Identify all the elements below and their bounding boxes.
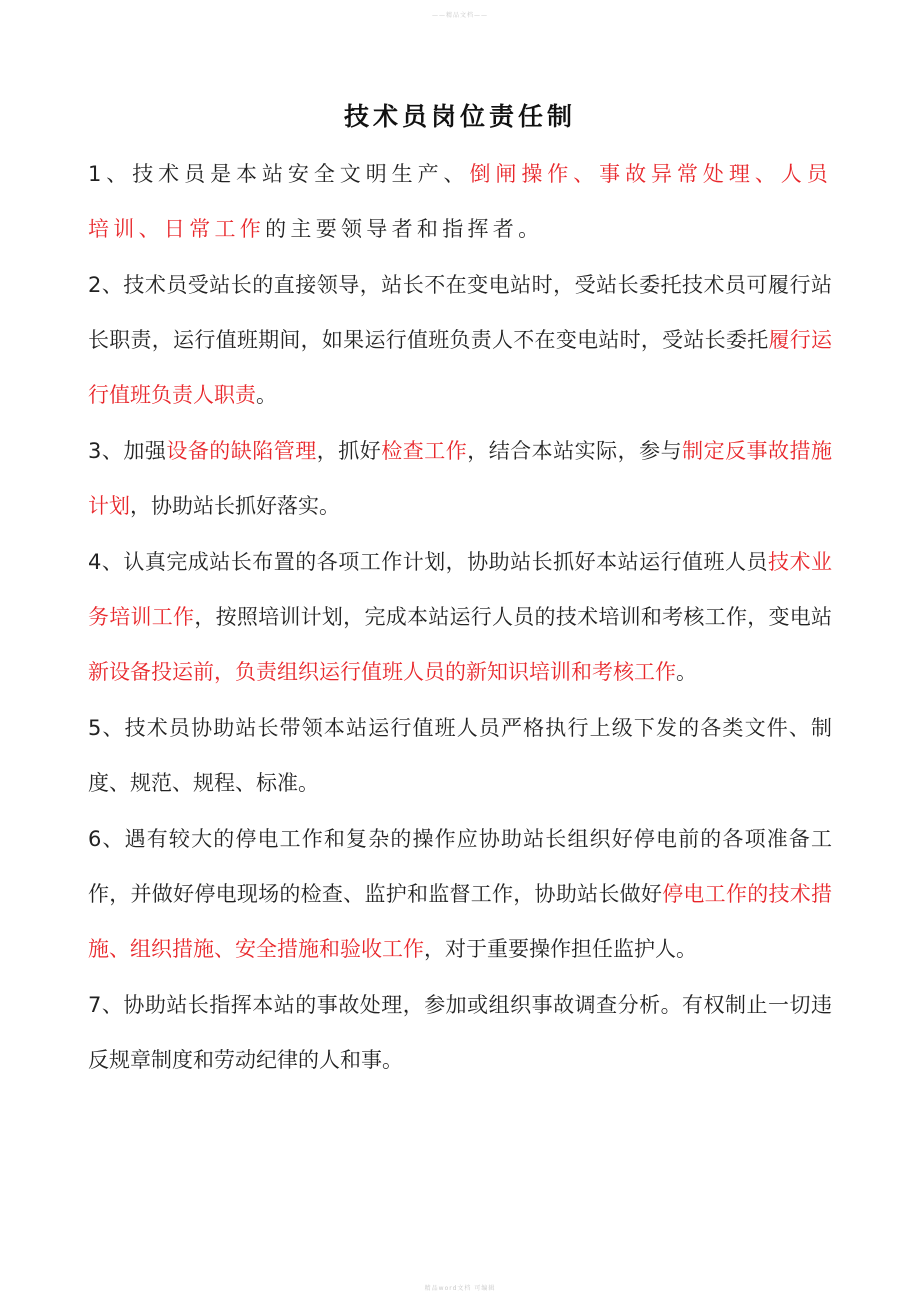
paragraph-4-highlight: 技术业务培训工作 [88, 550, 833, 629]
paragraph-3-highlight: 制定反事故措施计划 [88, 439, 833, 518]
paragraph-4 [88, 535, 832, 700]
paragraph-6 [88, 812, 832, 977]
paragraph-2-text: 2、技术员受站长的直接领导，站长不在变电站时，受站长委托技术员可履行站长职责，运行值班期间，如果运行值班负责人不在变电站时，受站长委托 [88, 273, 832, 352]
paragraph-3-highlight: 检查工作 [381, 439, 468, 463]
paragraph-3-text: ，协助站长抓好落实。 [130, 494, 340, 518]
paragraph-3-highlight: 设备的缺陷管理 [166, 439, 317, 463]
document-title: 技术员岗位责任制 [343, 102, 576, 131]
paragraph-1 [88, 147, 832, 257]
paragraph-1-text: 1、技术员是本站安全文明生产、 [88, 162, 470, 186]
paragraph-2-highlight: 履行运行值班负责人职责 [88, 328, 832, 407]
paragraph-4-text: ，按照培训计划，完成本站运行人员的技术培训和考核工作，变电站 [194, 605, 833, 629]
paragraph-7-text: 7、协助站长指挥本站的事故处理，参加或组织事故调查分析。有权制止一切违反规章制度和劳动纪律的人和事。 [88, 993, 832, 1072]
paragraph-6-highlight: 停电工作的技术措施、组织措施、安全措施和验收工作 [88, 882, 833, 961]
paragraph-6-text: 6、遇有较大的停电工作和复杂的操作应协助站长组织好停电前的各项准备工作，并做好停电现场的检查、监护和监督工作，协助站长做好 [88, 827, 832, 906]
paragraph-6-text: ，对于重要操作担任监护人。 [424, 937, 697, 961]
paragraph-3 [88, 424, 832, 534]
document-body [88, 147, 832, 1089]
paragraph-7 [88, 978, 832, 1088]
paragraph-5 [88, 701, 832, 811]
paragraph-4-text: 4、认真完成站长布置的各项工作计划，协助站长抓好本站运行值班人员 [88, 550, 769, 574]
paragraph-1-text: 的主要领导者和指挥者。 [265, 217, 544, 241]
paragraph-3-text: ，抓好 [316, 439, 382, 463]
paragraph-4-text: 。 [676, 660, 697, 684]
paragraph-5-text: 5、技术员协助站长带领本站运行值班人员严格执行上级下发的各类文件、制度、规范、规程、标准。 [88, 716, 832, 795]
paragraph-3-text: 3、加强 [88, 439, 167, 463]
paragraph-3-text: ，结合本站实际，参与 [467, 439, 683, 463]
paragraph-4-highlight: 新设备投运前，负责组织运行值班人员的新知识培训和考核工作 [88, 660, 676, 684]
footer-watermark: 精品word文档 可编辑 [424, 1285, 496, 1292]
paragraph-1-highlight: 倒闸操作、事故异常处理、人员培训、日常工作 [88, 162, 832, 241]
paragraph-2-text: 。 [256, 383, 277, 407]
header-watermark: ——精品文档—— [431, 12, 488, 19]
paragraph-2 [88, 258, 832, 423]
